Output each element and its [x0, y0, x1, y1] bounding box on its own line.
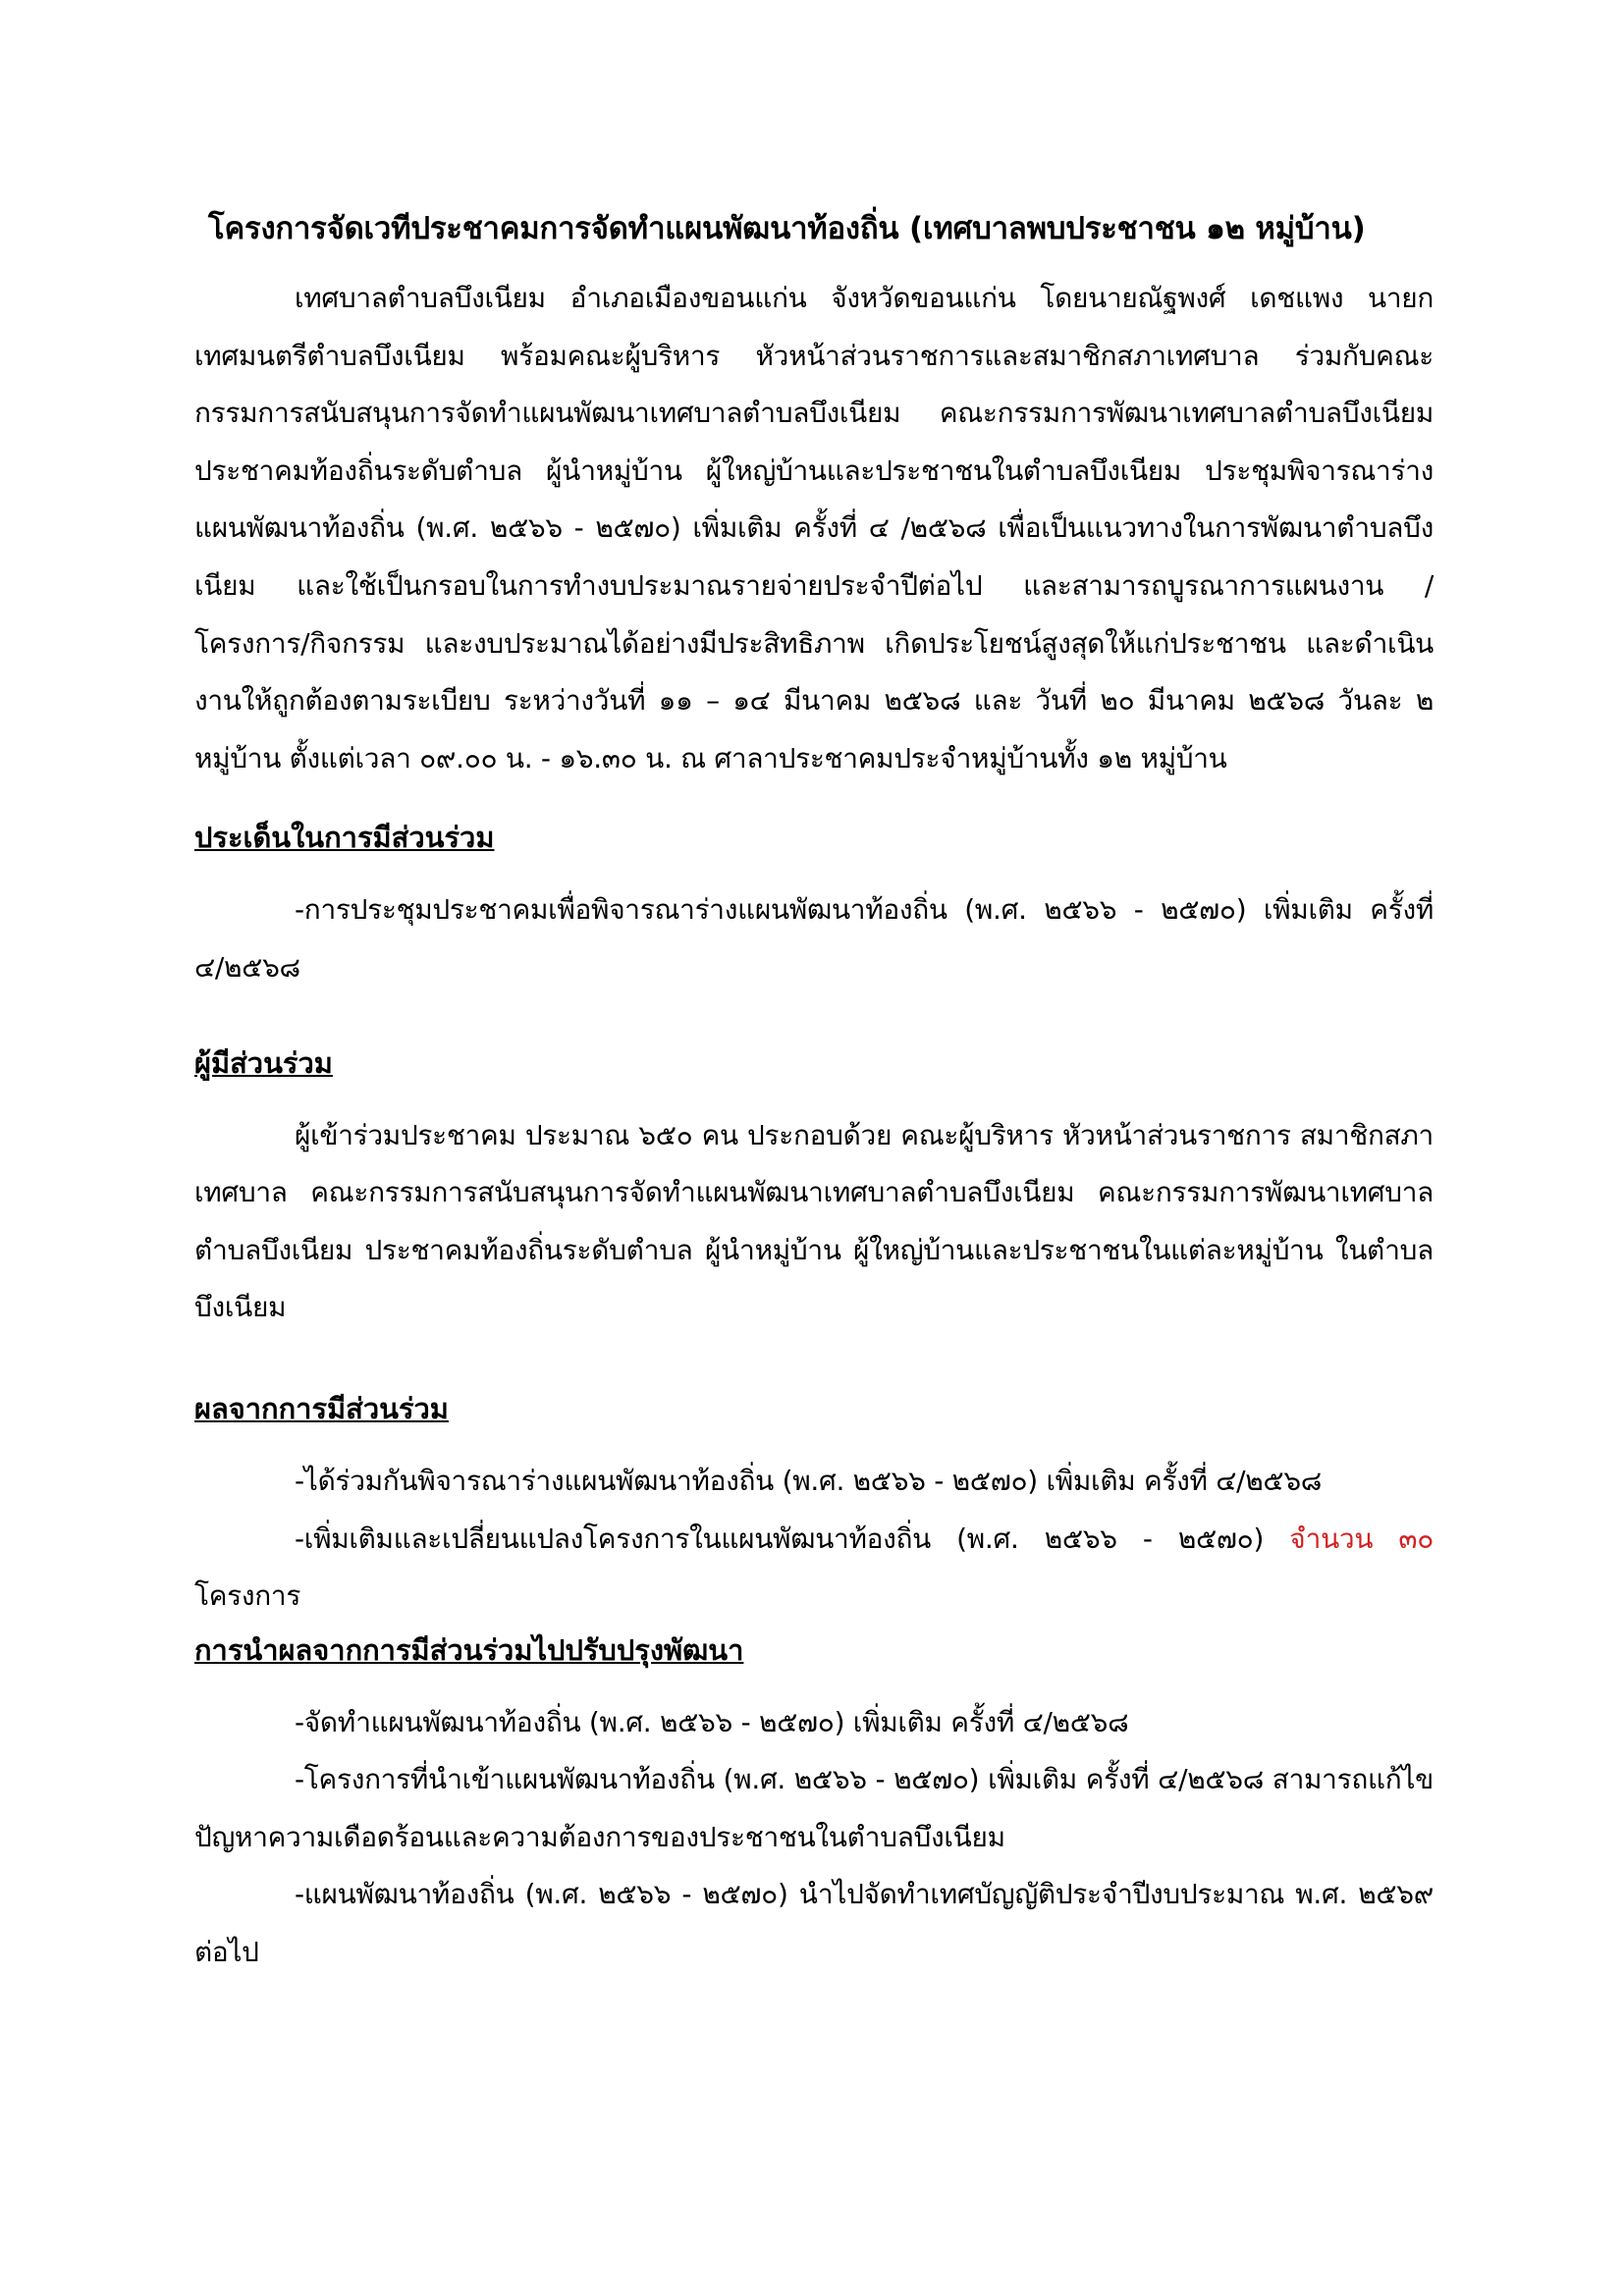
issue-item: -การประชุมประชาคมเพื่อพิจารณาร่างแผนพัฒนาท้องถิ่น (พ.ศ. ๒๕๖๖ - ๒๕๗๐) เพิ่มเติม ครั้งที่ ๔/๒๕๖๘ — [194, 893, 1434, 984]
intro-paragraph: เทศบาลตำบลบึงเนียม อำเภอเมืองขอนแก่น จังหวัดขอนแก่น โดยนายณัฐพงศ์ เดชแพง นายกเทศมนตรีตำบลบึงเนียม พร้อมคณะผู้บริหาร หัวหน้าส่วนราชการและสมาชิกสภาเทศบาล ร่วมกับคณะกรรมการสนับสนุนการจัดทำแผนพัฒนาเทศบาลตำบลบึงเนียม คณะกรรมการพัฒนาเทศบาลตำบลบึงเนียม ประชาคมท้องถิ่นระดับตำบล ผู้นำหมู่บ้าน ผู้ใหญ่บ้านและประชาชนในตำบลบึงเนียม ประชุมพิจารณาร่างแผนพัฒนาท้องถิ่น (พ.ศ. ๒๕๖๖ - ๒๕๗๐) เพิ่มเติม ครั้งที่ ๔ /๒๕๖๘ เพื่อเป็นแนวทางในการพัฒนาตำบลบึงเนียม และใช้เป็นกรอบในการทำงบประมาณรายจ่ายประจำปีต่อไป และสามารถบูรณาการแผนงาน / โครงการ/กิจกรรม และงบประมาณได้อย่างมีประสิทธิภาพ เกิดประโยชน์สูงสุดให้แก่ประชาชน และดำเนินงานให้ถูกต้องตามระเบียบ ระหว่างวันที่ ๑๑ – ๑๔ มีนาคม ๒๕๖๘ และ วันที่ ๒๐ มีนาคม ๒๕๖๘ วันละ ๒ หมู่บ้าน ตั้งแต่เวลา ๐๙.๐๐ น. - ๑๖.๓๐ น. ณ ศาลาประชาคมประจำหมู่บ้านทั้ง ๑๒ หมู่บ้าน — [194, 282, 1434, 774]
apply-item-2: -โครงการที่นำเข้าแผนพัฒนาท้องถิ่น (พ.ศ. ๒๕๖๖ - ๒๕๗๐) เพิ่มเติม ครั้งที่ ๔/๒๕๖๘ สามารถแก้ไขปัญหาความเดือดร้อนและความต้องการของประชาชนในตำบลบึงเนียม — [194, 1763, 1434, 1853]
result-item-2-text: -เพิ่มเติมและเปลี่ยนแปลงโครงการในแผนพัฒนาท้องถิ่น (พ.ศ. ๒๕๖๖ - ๒๕๗๐) — [295, 1522, 1290, 1555]
result-item-2-highlight: จำนวน ๓๐ — [1289, 1522, 1434, 1555]
section-heading-participants: ผู้มีส่วนร่วม — [194, 1045, 333, 1080]
apply-item-1: -จัดทำแผนพัฒนาท้องถิ่น (พ.ศ. ๒๕๖๖ - ๒๕๗๐) เพิ่มเติม ครั้งที่ ๔/๒๕๖๘ — [295, 1705, 1129, 1738]
apply-item-3: -แผนพัฒนาท้องถิ่น (พ.ศ. ๒๕๖๖ - ๒๕๗๐) นำไปจัดทำเทศบัญญัติประจำปีงบประมาณ พ.ศ. ๒๕๖๙ ต่อไป — [194, 1878, 1434, 1969]
document-title: โครงการจัดเวทีประชาคมการจัดทำแผนพัฒนาท้องถิ่น (เทศบาลพบประชาชน ๑๒ หมู่บ้าน) — [208, 211, 1366, 246]
section-heading-issue: ประเด็นในการมีส่วนร่วม — [194, 821, 495, 855]
participants-paragraph: ผู้เข้าร่วมประชาคม ประมาณ ๖๕๐ คน ประกอบด้วย คณะผู้บริหาร หัวหน้าส่วนราชการ สมาชิกสภาเทศบาล คณะกรรมการสนับสนุนการจัดทำแผนพัฒนาเทศบาลตำบลบึงเนียม คณะกรรมการพัฒนาเทศบาลตำบลบึงเนียม ประชาคมท้องถิ่นระดับตำบล ผู้นำหมู่บ้าน ผู้ใหญ่บ้านและประชาชนในแต่ละหมู่บ้าน ในตำบลบึงเนียม — [194, 1118, 1434, 1324]
result-item-1: -ได้ร่วมกันพิจารณาร่างแผนพัฒนาท้องถิ่น (พ.ศ. ๒๕๖๖ - ๒๕๗๐) เพิ่มเติม ครั้งที่ ๔/๒๕๖๘ — [295, 1464, 1323, 1497]
section-heading-result: ผลจากการมีส่วนร่วม — [194, 1391, 449, 1425]
document-body — [194, 201, 1434, 1982]
result-item-2-suffix: โครงการ — [194, 1579, 301, 1613]
section-heading-apply: การนำผลจากการมีส่วนร่วมไปปรับปรุงพัฒนา — [194, 1632, 744, 1667]
result-item-2 — [194, 1511, 1434, 1626]
